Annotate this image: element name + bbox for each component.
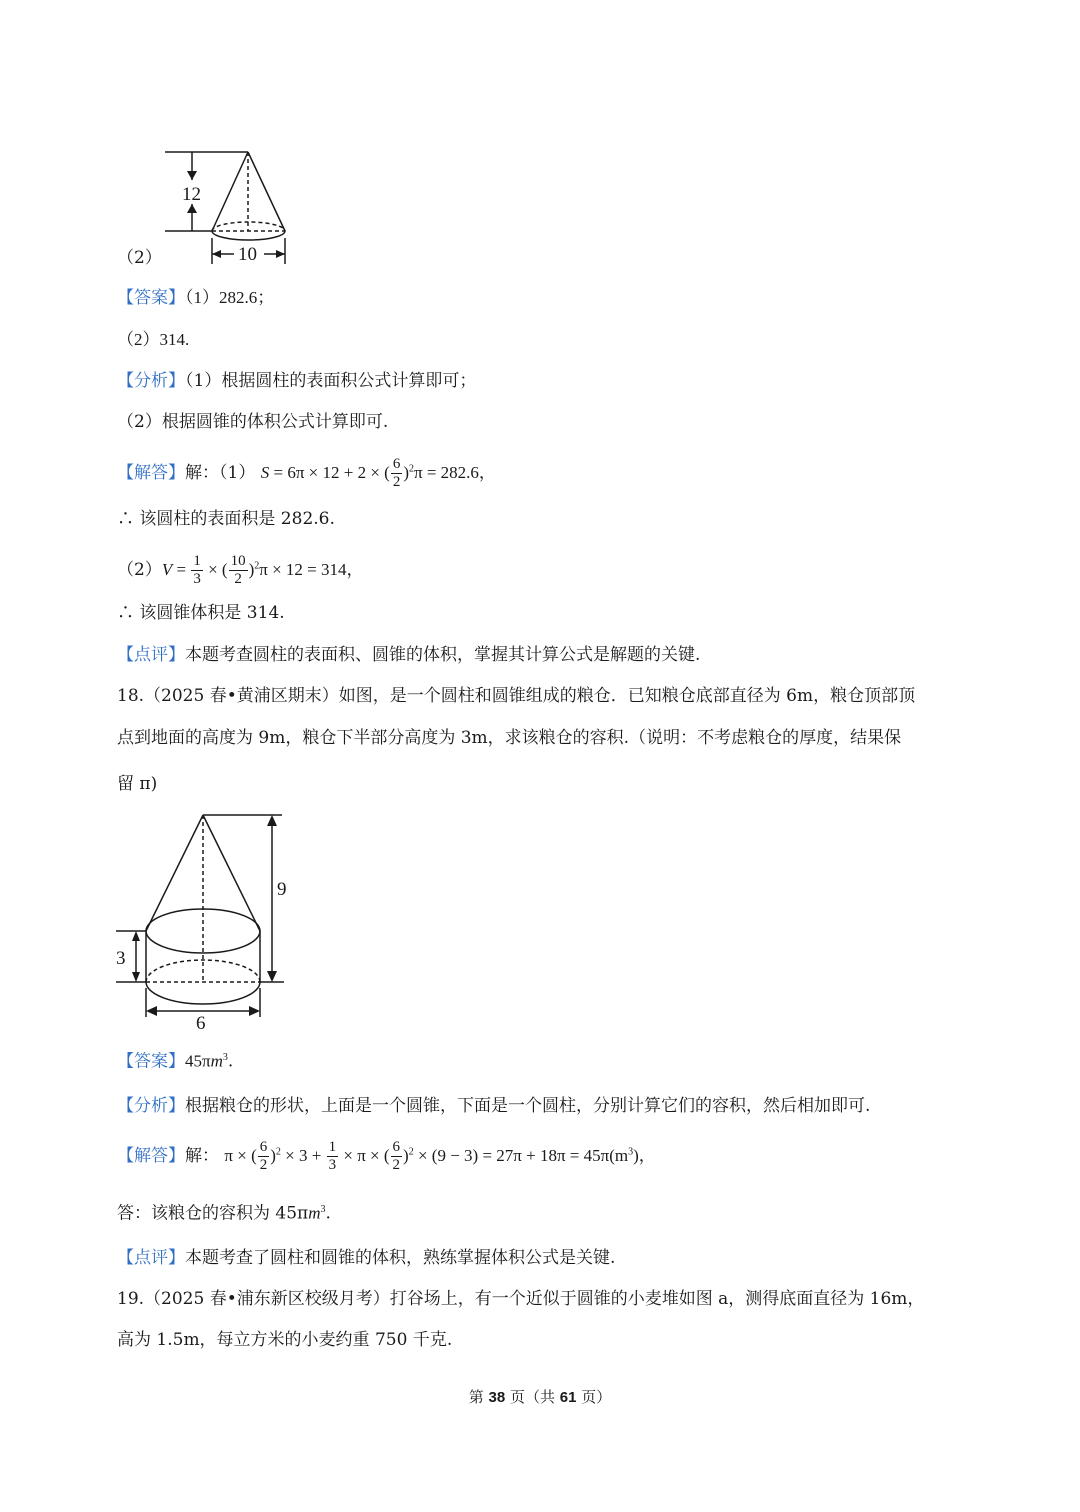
q18-reply: 答：该粮仓的容积为 $45\pi m^3$. [117,1203,331,1224]
q17-solution-1: 【解答】解：（1） S = 6π × 12 + 2 × ( $\frac{6}{2}$ )$^2$π = 282.6， [117,456,496,490]
q17-analysis-1: 【分析】（1）根据圆柱的表面积公式计算即可； [117,371,477,391]
q17-answer-1: 【答案】（1）282.6； [117,288,275,308]
q17-conclusion-1: ∴ 该圆柱的表面积是 282.6. [117,509,335,529]
q18-stem-line-1: 18.（2025 春•黄浦区期末）如图，是一个圆柱和圆锥组成的粮仓．已知粮仓底部直径为 6m，粮仓顶部顶 [117,686,916,706]
figure1-height-label: 12 [182,184,201,205]
q17-analysis-2: （2）根据圆锥的体积公式计算即可. [117,412,389,432]
q18-answer: 【答案】$45\pi m^3$. [117,1051,234,1072]
q19-stem-line-1: 19.（2025 春•浦东新区校级月考）打谷场上，有一个近似于圆锥的小麦堆如图 a，测得底面直径为 16m， [117,1289,925,1309]
answer-tag: 【答案】 [117,1051,185,1072]
q17-answer-2: （2）314. [117,330,190,349]
q18-solution: 【解答】解： π × ( $\frac{6}{2}$ )$^2$ × 3 + $\frac{1}{3}$ × π × ( $\frac{6}{2}$ )$^2 \times (9 - 3) = 27\pi + 18\pi = 45\pi(m^3)$， [117,1139,656,1173]
q19-stem-line-2: 高为 1.5m，每立方米的小麦约重 750 千克. [117,1330,453,1350]
granary-cylinder-height-label: 3 [116,948,126,969]
figure1-diameter-label: 10 [238,244,257,265]
part2-label: （2） [117,248,162,268]
review-tag: 【点评】 [117,1248,185,1268]
q17-conclusion-2: ∴ 该圆锥体积是 314. [117,603,285,623]
fraction: $\frac{6}{2}$ [392,1139,401,1173]
page-number: 38 [488,1389,506,1406]
q17-review: 【点评】本题考查圆柱的表面积、圆锥的体积，掌握其计算公式是解题的关键. [117,645,701,665]
solution-tag: 【解答】 [117,1146,185,1166]
analysis-tag: 【分析】 [117,1096,185,1116]
q18-review: 【点评】本题考查了圆柱和圆锥的体积，熟练掌握体积公式是关键. [117,1248,616,1268]
fraction: $\frac{6}{2}$ [259,1139,268,1173]
fraction: $\frac{1}{3}$ [328,1139,337,1173]
total-pages: 61 [559,1389,577,1406]
cone-figure-1 [160,140,300,270]
fraction: $\frac{1}{3}$ [193,553,201,587]
fraction: $\frac{10}{2}$ [230,553,246,587]
analysis-tag: 【分析】 [117,371,185,391]
answer-tag: 【答案】 [117,288,185,308]
fraction: $\frac{6}{2}$ [392,456,401,490]
granary-diameter-label: 6 [196,1013,206,1034]
granary-total-height-label: 9 [277,879,287,900]
q18-stem-line-2: 点到地面的高度为 9m，粮仓下半部分高度为 3m，求该粮仓的容积.（说明：不考虑粮仓的厚度，结果保 [117,728,902,748]
q18-stem-line-3: 留 π) [117,774,158,794]
granary-figure [110,805,310,1035]
page-footer: 第 38 页（共 61 页） [468,1388,612,1406]
q17-solution-2: （2）V = $\frac{1}{3}$ × ( $\frac{10}{2}$ )$^2$π × 12 = 314， [117,553,364,587]
solution-tag: 【解答】 [117,463,185,483]
q18-analysis: 【分析】根据粮仓的形状，上面是一个圆锥，下面是一个圆柱，分别计算它们的容积，然后相加即可. [117,1096,871,1116]
review-tag: 【点评】 [117,645,185,665]
